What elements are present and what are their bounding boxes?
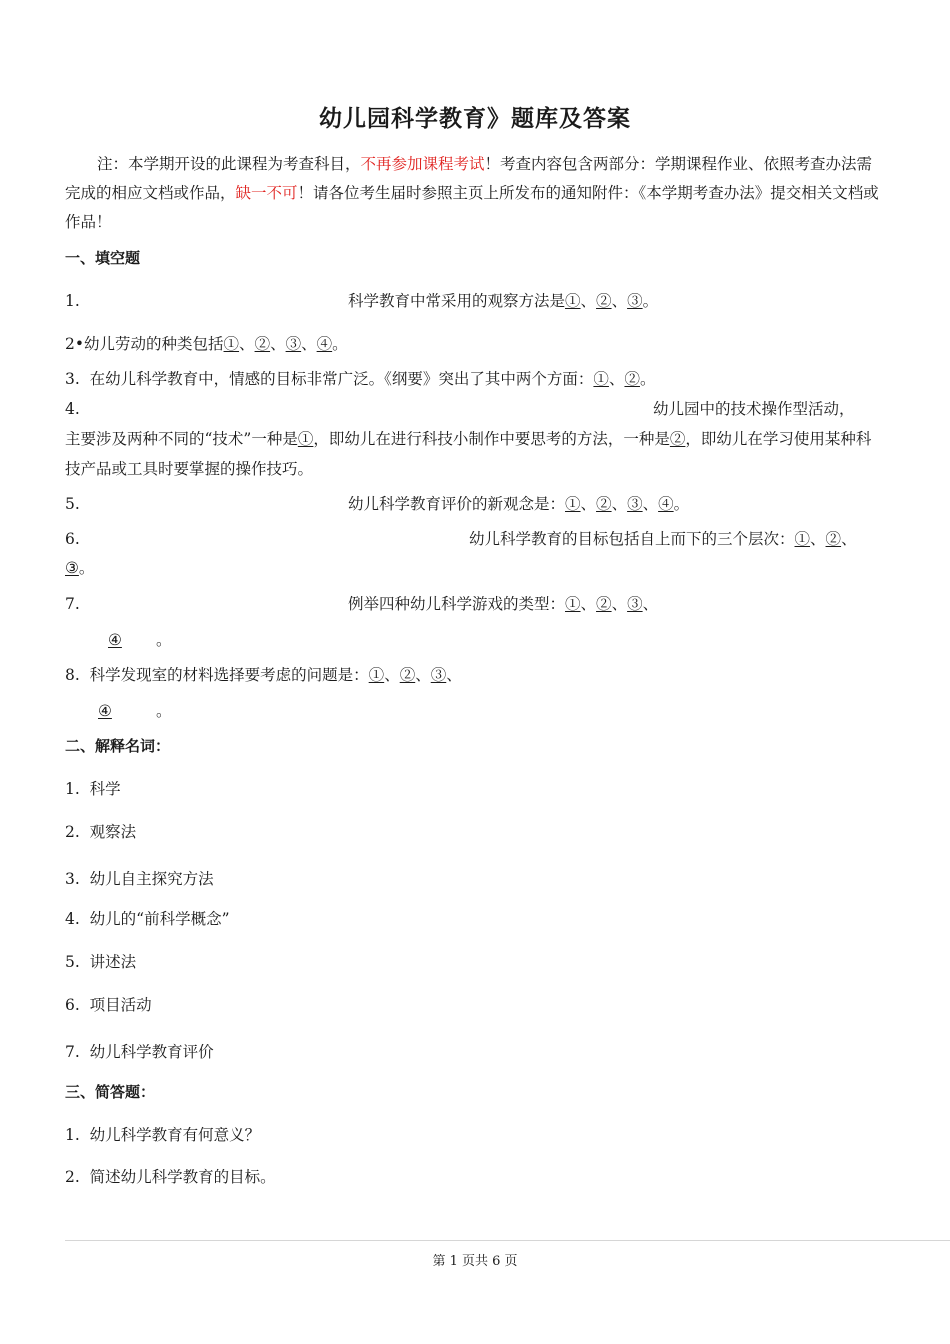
question-4-lead: 幼儿园中的技术操作型活动，	[653, 400, 855, 418]
section-heading-terms: 二、解释名词：	[65, 737, 171, 755]
section-heading-fill-blank: 一、填空题	[65, 249, 141, 267]
question-1-text: 科学教育中常采用的观察方法是①、②、③。	[348, 292, 659, 310]
question-5-text: 幼儿科学教育评价的新观念是：①、②、③、④。	[348, 495, 690, 513]
term-item: 3. 幼儿自主探究方法	[65, 870, 214, 888]
question-number: 4.	[65, 400, 80, 418]
term-item: 5. 讲述法	[65, 953, 137, 971]
note-highlight-no-exam: 不再参加课程考试	[360, 155, 485, 173]
question-7-continuation: ④ 。	[108, 631, 172, 649]
question-number: 1.	[65, 292, 80, 310]
term-item: 1. 科学	[65, 780, 121, 798]
question-2: 2•幼儿劳动的种类包括①、②、③、④。	[65, 335, 348, 353]
note-highlight-required: 缺一不可	[235, 184, 298, 202]
term-item: 4. 幼儿的“前科学概念”	[65, 910, 230, 928]
document-title: 幼儿园科学教育》题库及答案	[319, 106, 631, 132]
footer-divider	[65, 1240, 950, 1241]
course-note: 注：本学期开设的此课程为考查科目，不再参加课程考试！考查内容包含两部分：学期课程作业、依照考查办法需完成的相应文档或作品，缺一不可！请各位考生届时参照主页上所发布的通知附件：《本学期考查办法》提交相关文档或作品！	[65, 155, 879, 231]
term-item: 2. 观察法	[65, 823, 137, 841]
section-heading-short-answer: 三、简答题：	[65, 1083, 156, 1101]
question-number: 6.	[65, 530, 80, 548]
question-number: 5.	[65, 495, 80, 513]
page-footer: 第 1 页共 6 页	[432, 1254, 518, 1269]
term-item: 6. 项目活动	[65, 996, 152, 1014]
short-answer-item: 1. 幼儿科学教育有何意义？	[65, 1126, 261, 1144]
question-8-continuation: ④ 。	[98, 702, 172, 720]
short-answer-item: 2. 简述幼儿科学教育的目标。	[65, 1168, 276, 1186]
question-6-text: 幼儿科学教育的目标包括自上而下的三个层次：①、②、	[469, 530, 857, 548]
term-item: 7. 幼儿科学教育评价	[65, 1043, 214, 1061]
question-7-text: 例举四种幼儿科学游戏的类型：①、②、③、	[348, 595, 659, 613]
question-number: 7.	[65, 595, 80, 613]
question-6-continuation: ③。	[65, 559, 95, 577]
question-3: 3. 在幼儿科学教育中，情感的目标非常广泛。《纲要》突出了其中两个方面：①、②。	[65, 370, 656, 388]
question-8: 8. 科学发现室的材料选择要考虑的问题是：①、②、③、	[65, 666, 462, 684]
question-4-body: 主要涉及两种不同的“技术”一种是①，即幼儿在进行科技小制作中要思考的方法，一种是②，即幼儿在学习使用某种科技产品或工具时要掌握的操作技巧。	[65, 430, 872, 478]
